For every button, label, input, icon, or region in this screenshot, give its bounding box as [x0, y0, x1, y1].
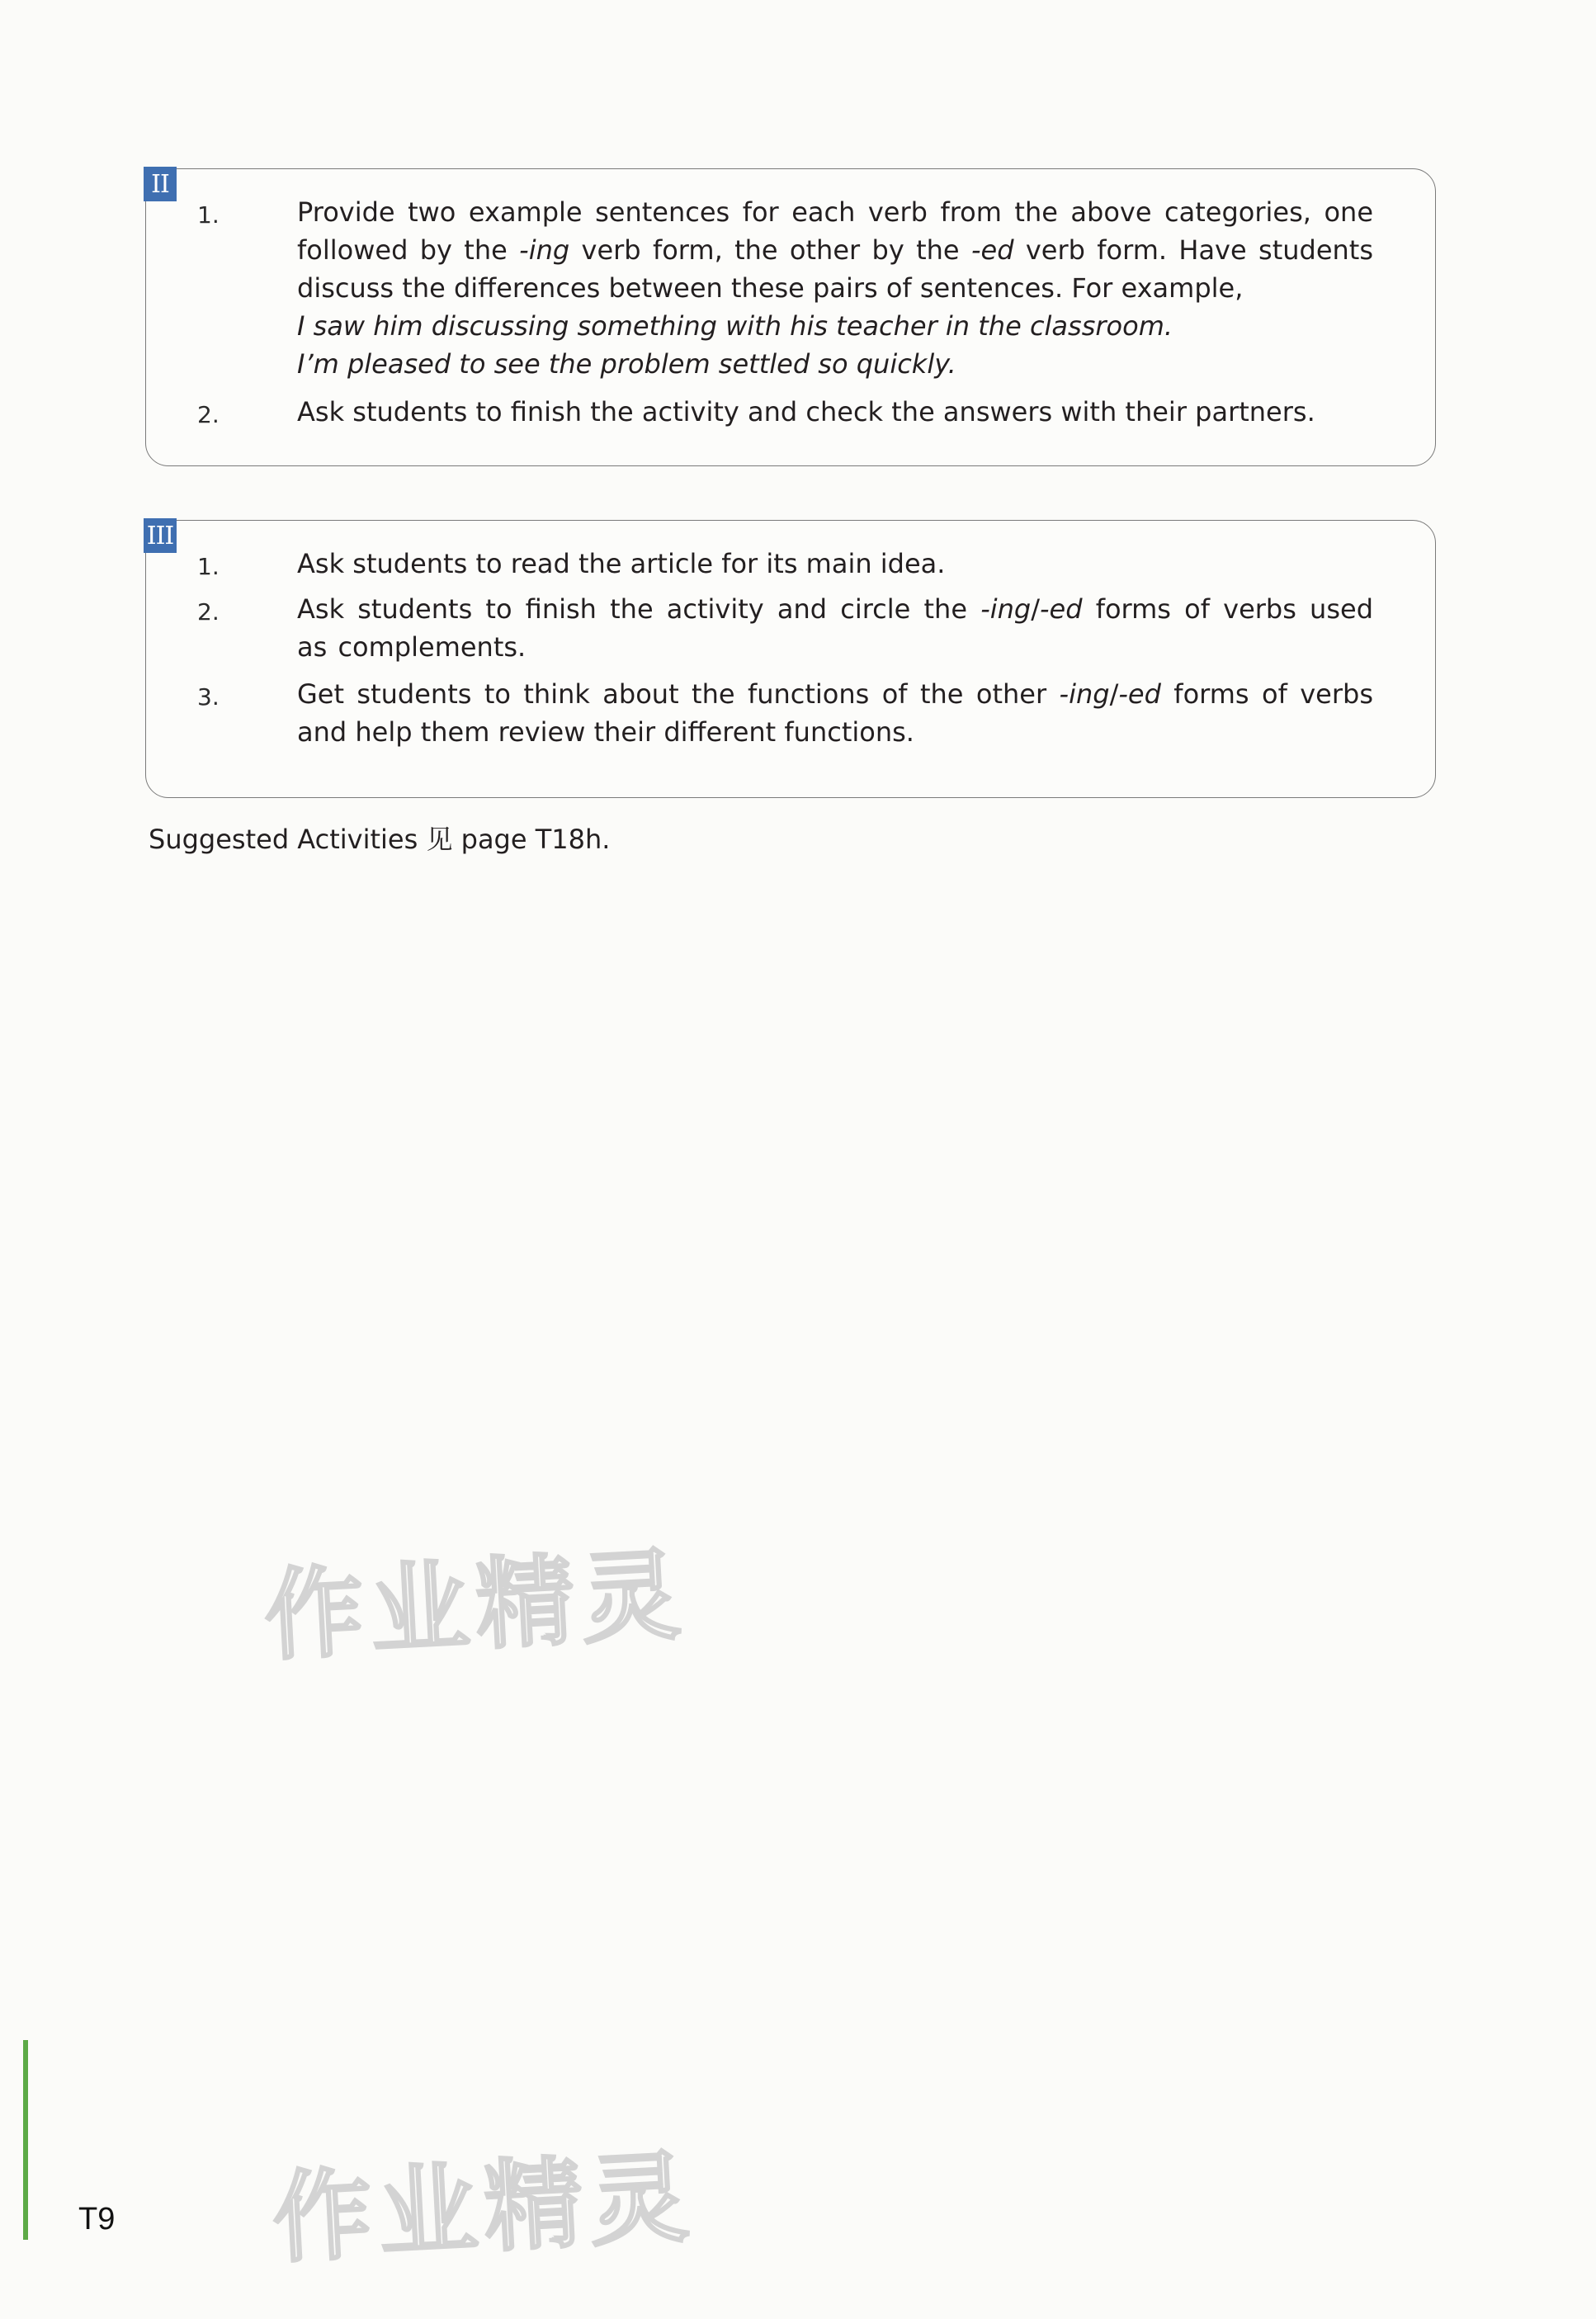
item-number: 1.	[197, 553, 220, 580]
item-1-paragraph: Provide two example sentences for each verb from the above categories, one followed by the -ing verb form, the other by the -ed verb form. Have students discuss the differences between these pairs of sentences. For example,	[297, 196, 1374, 304]
example-sentence-2: I’m pleased to see the problem settled so quickly.	[297, 348, 956, 380]
item-text: Ask students to finish the activity and check the answers with their partners.	[297, 396, 1315, 427]
item-text	[297, 193, 1373, 383]
item-number: 2.	[197, 401, 220, 428]
section-iii-box	[145, 520, 1436, 798]
item-number: 2.	[197, 598, 220, 626]
item-text: Ask students to finish the activity and circle the -ing/-ed forms of verbs used as complements.	[297, 593, 1374, 663]
item-number: 3.	[197, 683, 220, 711]
section-ii-tag: II	[144, 167, 177, 201]
page-number: T9	[78, 2202, 116, 2236]
suggested-activities-note: Suggested Activities 见 page T18h.	[149, 824, 611, 855]
section-iii-tag: III	[144, 518, 177, 553]
example-sentence-1: I saw him discussing something with his teacher in the classroom.	[297, 310, 1173, 342]
item-number: 1.	[197, 201, 220, 229]
watermark: 作业精灵	[262, 1537, 690, 1675]
watermark: 作业精灵	[270, 2140, 698, 2278]
page-margin-bar	[23, 2040, 28, 2240]
item-text: Ask students to read the article for its main idea.	[297, 548, 946, 579]
item-text: Get students to think about the functions of the other -ing/-ed forms of verbs and help them review their different functions.	[297, 678, 1374, 748]
section-ii-box	[145, 168, 1436, 466]
